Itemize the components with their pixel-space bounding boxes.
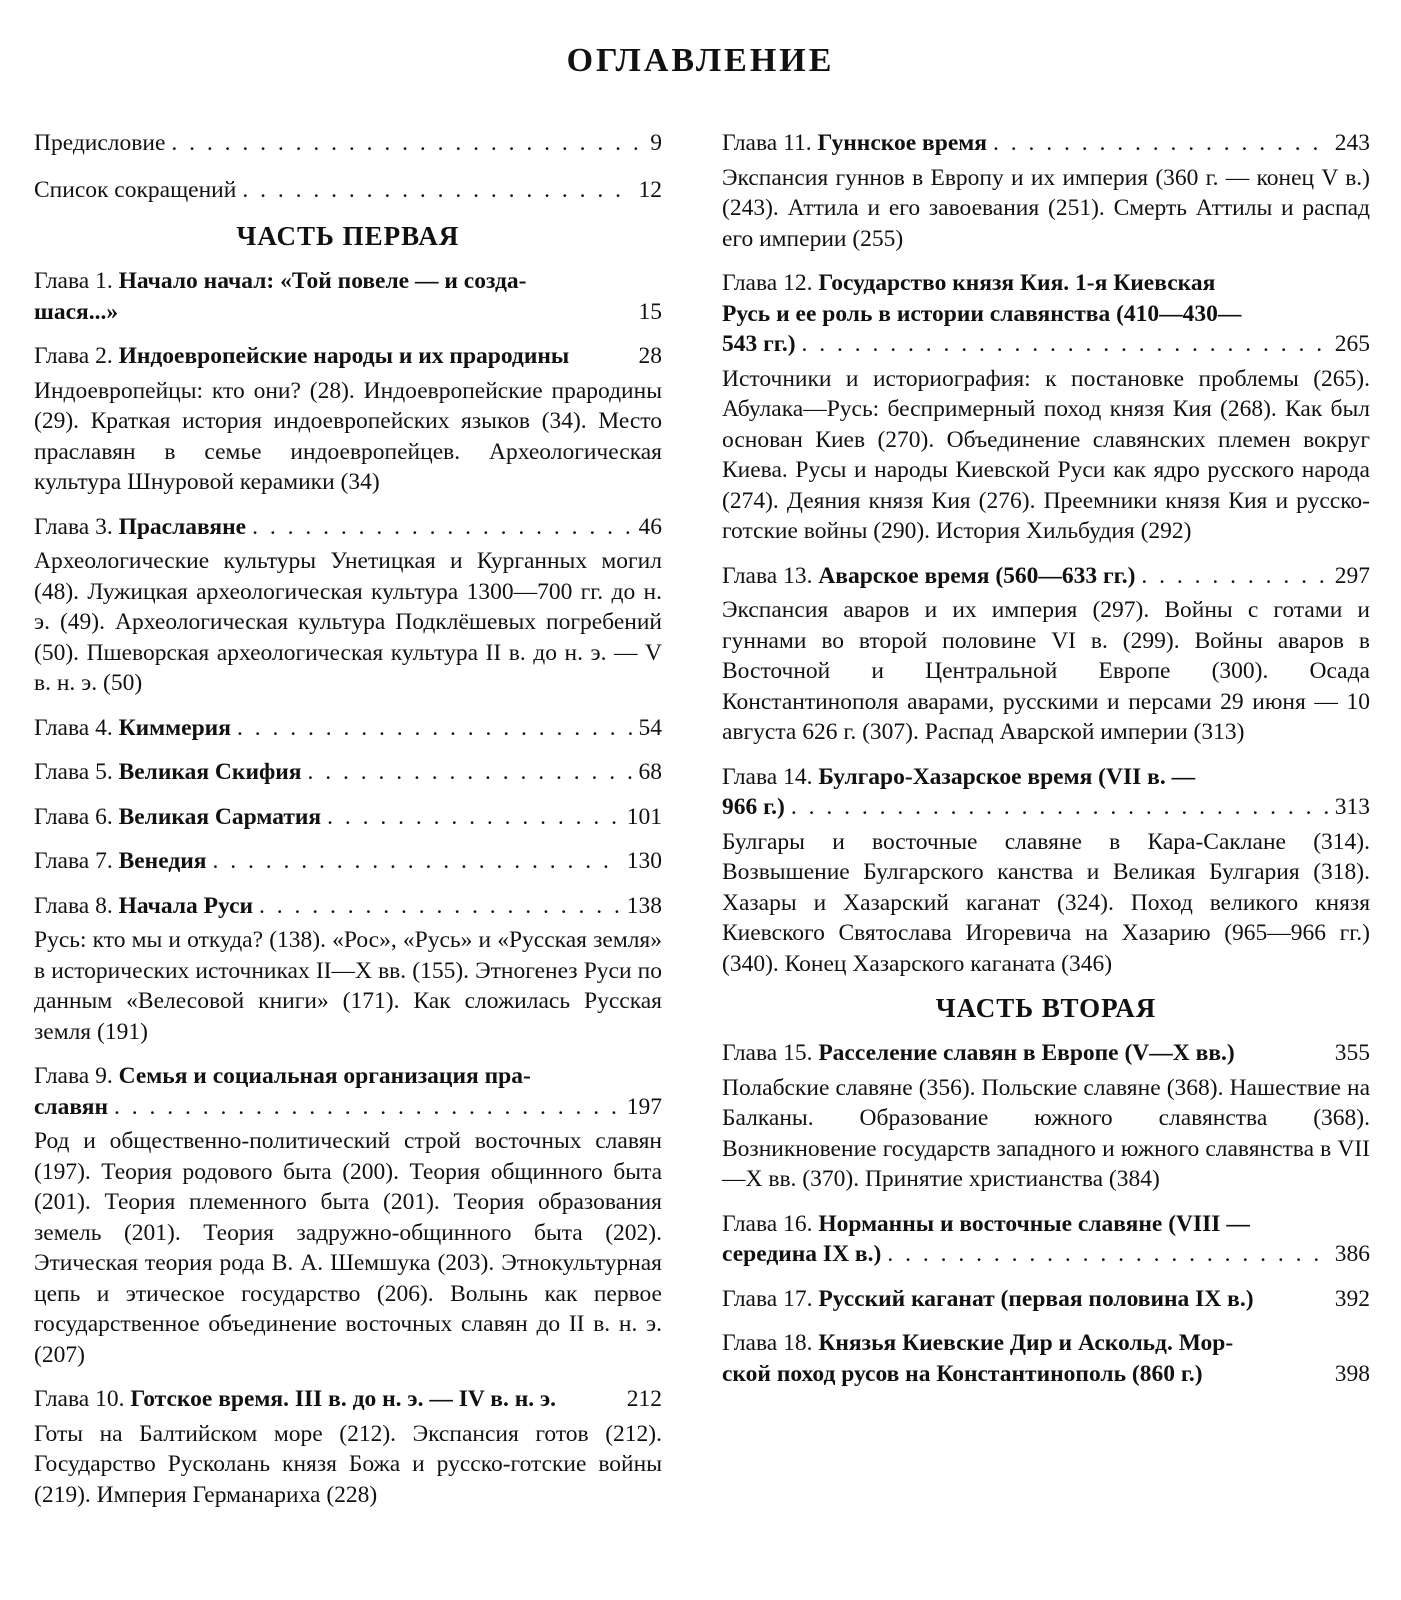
page-number: 68 [638,759,662,785]
chapter-prefix: Глава 10. [34,1386,125,1412]
chapter-title: Расселение славян в Европе (V—X вв.) [818,1040,1235,1066]
toc-entry-chapter-13[interactable] [722,561,1370,748]
page-number: 398 [1334,1360,1370,1387]
toc-entry-abbreviations[interactable] [34,175,662,206]
chapter-title: Готское время. III в. до н. э. — IV в. н. э. [130,1386,557,1412]
page-number: 28 [638,343,662,369]
chapter-title-cont: Русь и ее роль в истории славянства (410—430— [722,300,1242,327]
leader-dots [1141,561,1328,592]
toc-entry-chapter-1[interactable] [34,266,662,327]
page-number: 9 [650,130,662,156]
toc-entry-chapter-11[interactable] [722,128,1370,254]
toc-entry-chapter-7[interactable] [34,846,662,877]
leader-dots [791,792,1329,823]
toc-entry-chapter-9[interactable] [34,1061,662,1370]
leader-dots [327,802,621,833]
chapter-prefix: Глава 5. [34,759,113,785]
chapter-title: Русский каганат (первая половина IX в.) [818,1285,1254,1312]
leader-dots [171,128,644,159]
chapter-prefix: Глава 6. [34,803,113,830]
toc-entry-chapter-14[interactable] [722,762,1370,980]
chapter-description: Экспансия аваров и их империя (297). Войны с готами и гуннами во второй половине VI в. (299). Войны аваров в Восточной и Центральной Европе (300). Осада Константинополя аварами, русскими и персами 29 июня — 10 августа 626 г. (307). Распад Аварской империи (313) [722,597,1370,745]
leader-dots [213,846,621,877]
chapter-prefix: Глава 7. [34,848,113,874]
chapter-prefix: Глава 11. [722,130,812,156]
chapter-prefix: Глава 18. [722,1330,813,1356]
toc-entry-chapter-12[interactable] [722,268,1370,547]
toc-entry-chapter-2[interactable] [34,341,662,498]
page-number: 15 [638,298,662,325]
chapter-description: Источники и историография: к постановке проблемы (265). Абулака—Русь: беспримерный поход князя Кия (268). Как был основан Киев (270). Объединение славянских племен вокруг Киева. Русы и народы Киевской Руси как ядро русского народа (274). Деяния князя Кия (276). Преемники князя Кия и русско-готские войны (290). История Хильбудия (292) [722,365,1370,544]
chapter-title-cont: славян [34,1093,108,1120]
page-number: 212 [626,1386,662,1412]
leader-dots [259,891,621,922]
chapter-title: Аварское время (560—633 гг.) [818,562,1136,589]
toc-entry-preface[interactable] [34,128,662,159]
part-heading: ЧАСТЬ ВТОРАЯ [935,993,1157,1023]
leader-dots [993,128,1329,159]
chapter-prefix: Глава 1. [34,268,113,294]
chapter-prefix: Глава 3. [34,513,113,540]
chapter-title: Семья и социальная организация пра- [118,1063,531,1089]
toc-entry-chapter-6[interactable] [34,802,662,833]
chapter-title: Булгаро-Хазарское время (VII в. — [818,763,1196,790]
chapter-title: Гуннское время [817,130,987,156]
page-number: 243 [1334,130,1370,156]
chapter-description: Экспансия гуннов в Европу и их империя (360 г. — конец V в.) (243). Аттила и его завоевания (251). Смерть Аттилы и распад его империи (255) [722,164,1370,252]
chapter-title: Начало начал: «Той повеле — и созда- [118,268,527,294]
chapter-title-cont: середина IX в.) [722,1241,882,1267]
toc-left-column [34,128,662,1524]
toc-entry-chapter-3[interactable] [34,512,662,699]
chapter-title: Киммерия [118,714,231,741]
chapter-title: Венедия [118,848,207,874]
chapter-description: Полабские славяне (356). Польские славяне (368). Нашествие на Балканы. Образование южного славянства (368). Возникновение государств западного и южного славянства в VII—X вв. (370). Принятие христианства (384) [722,1074,1370,1192]
chapter-title-cont: 966 г.) [722,794,785,820]
page-number: 392 [1334,1285,1370,1312]
leader-dots [114,1092,621,1123]
chapter-prefix: Глава 14. [722,763,813,790]
page-number: 355 [1334,1040,1370,1066]
page-title: ОГЛАВЛЕНИЕ [566,42,835,79]
page-number: 197 [626,1093,662,1120]
chapter-title-cont: шася...» [34,298,119,325]
chapter-title: Начала Руси [118,892,254,919]
page-number: 54 [638,714,662,741]
chapter-description: Индоевропейцы: кто они? (28). Индоевропейские прародины (29). Краткая история индоевропейских языков (34). Место праславян в семье индоевропейцев. Археологическая культура Шнуровой керамики (34) [34,377,662,495]
chapter-title: Праславяне [118,513,247,540]
chapter-prefix: Глава 4. [34,714,113,741]
leader-dots [802,329,1329,360]
toc-entry-chapter-16[interactable] [722,1209,1370,1270]
chapter-description: Готы на Балтийском море (212). Экспансия готов (212). Государство Русколань князя Божа и русско-готские войны (219). Империя Германариха (228) [34,1420,662,1508]
chapter-prefix: Глава 15. [722,1040,813,1066]
leader-dots [237,713,633,744]
toc-entry-chapter-8[interactable] [34,891,662,1048]
chapter-title-cont: 543 гг.) [722,331,796,357]
chapter-title: Норманны и восточные славяне (VIII — [818,1210,1250,1237]
chapter-description: Археологические культуры Унетицкая и Курганных могил (48). Лужицкая археологическая культура 1300—700 гг. до н. э. (49). Археологическая культура Подклёшевых погребений (50). Пшеворская археологическая культура II в. до н. э. — V в. н. э. (50) [34,548,662,696]
chapter-prefix: Глава 8. [34,892,113,919]
toc-entry-chapter-10[interactable] [34,1384,662,1510]
chapter-prefix: Глава 17. [722,1285,813,1312]
leader-dots [252,512,632,543]
chapter-description: Русь: кто мы и откуда? (138). «Рос», «Русь» и «Русская земля» в исторических источниках II—X вв. (155). Этногенез Руси по данным «Велесовой книги» (171). Как сложилась Русская земля (191) [34,927,662,1045]
chapter-prefix: Глава 2. [34,343,113,369]
chapter-description: Булгары и восточные славяне в Кара-Саклане (314). Возвышение Булгарского канства и Великая Булгария (318). Хазары и Хазарский каганат (324). Поход великого князя Киевского Святослава Игоревича на Хазарию (965—966 гг.) (340). Конец Хазарского каганата (346) [722,828,1370,977]
page-number: 265 [1334,331,1370,357]
page-number: 101 [626,803,662,830]
toc-entry-chapter-4[interactable] [34,713,662,744]
toc-entry-chapter-15[interactable] [722,1038,1370,1195]
entry-label: Список сокращений [34,176,237,203]
leader-dots [242,175,632,206]
toc-entry-chapter-17[interactable] [722,1284,1370,1315]
chapter-prefix: Глава 9. [34,1063,113,1089]
leader-dots [887,1239,1328,1270]
entry-label: Предисловие [34,130,166,156]
page-number: 46 [638,513,662,540]
chapter-title: Великая Скифия [118,759,302,785]
chapter-prefix: Глава 16. [722,1210,813,1237]
chapter-title: Великая Сарматия [118,803,322,830]
part-heading: ЧАСТЬ ПЕРВАЯ [236,221,460,251]
page-number: 130 [626,848,662,874]
leader-dots [308,757,633,788]
chapter-prefix: Глава 13. [722,562,813,589]
chapter-title-cont: ской поход русов на Константинополь (860 г.) [722,1360,1203,1387]
page-number: 386 [1334,1241,1370,1267]
chapter-prefix: Глава 12. [722,270,813,296]
chapter-title: Индоевропейские народы и их прародины [118,343,570,369]
chapter-description: Род и общественно-политический строй восточных славян (197). Теория родового быта (200). Теория общинного быта (201). Теория племенного быта (201). Теория образования земель (201). Теория задружно-общинного быта (202). Этическая теория рода В. А. Шемшука (203). Этнокультурная цепь и этическое государство (206). Волынь как первое государственное объединение восточных славян до II в. н. э. (207) [34,1128,662,1368]
page-number: 313 [1334,794,1370,820]
chapter-title: Князья Киевские Дир и Аскольд. Мор- [818,1330,1234,1356]
toc-entry-chapter-18[interactable] [722,1328,1370,1389]
chapter-title: Государство князя Кия. 1-я Киевская [818,270,1216,296]
toc-entry-chapter-5[interactable] [34,757,662,788]
toc-right-column [722,128,1370,1403]
page-number: 297 [1334,562,1370,589]
page-number: 12 [638,176,662,203]
page-number: 138 [626,892,662,919]
